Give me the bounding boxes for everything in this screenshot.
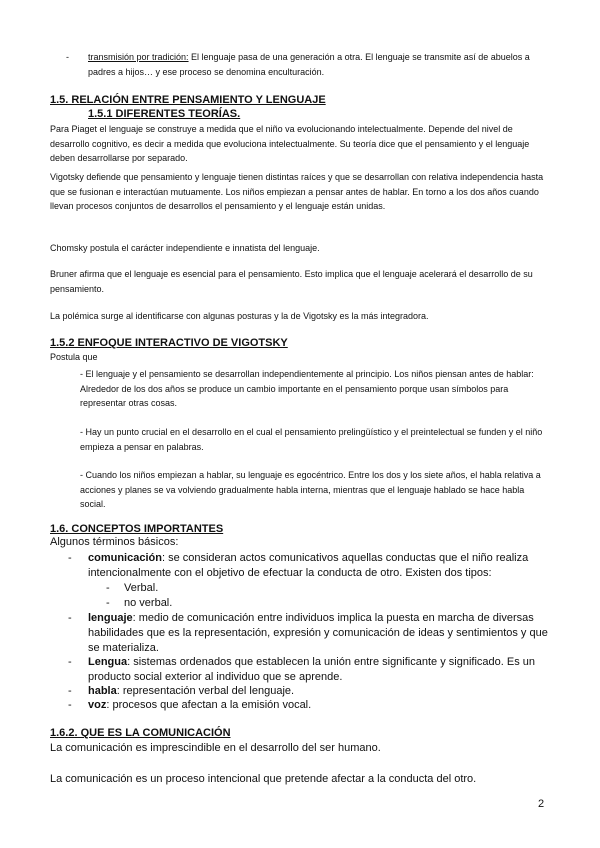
paragraph-comunicacion-2: La comunicación es un proceso intencional que pretende afectar a la conducta del otro. (50, 773, 477, 785)
list-dash: - (68, 552, 72, 564)
term-habla (88, 684, 548, 699)
list-dash: - (106, 582, 110, 594)
term-comunicacion (88, 551, 548, 581)
section-1-6-title: 1.6. CONCEPTOS IMPORTANTES (50, 523, 224, 535)
term-text: : representación verbal del lenguaje. (116, 685, 295, 697)
term-text: : sistemas ordenados que establecen la unión entre significante y significado. Es un producto social exterior al individuo que se aprende. (88, 656, 535, 683)
section-1-5-2-lead: Postula que (50, 352, 98, 362)
list-dash: - (68, 685, 72, 697)
paragraph-polemica: La polémica surge al identificarse con algunas posturas y la de Vigotsky es la más integradora. (50, 311, 429, 321)
subtype-verbal: Verbal. (124, 582, 159, 594)
page-number: 2 (538, 798, 545, 810)
term-text: : medio de comunicación entre individuos implica la puesta en marcha de diversas habilidades que es la representación, expresión y comunicación de ideas y sentimientos y que se materializa. (88, 612, 548, 654)
section-1-6-2-title: 1.6.2. QUE ES LA COMUNICACIÓN (50, 727, 231, 739)
paragraph-bruner: Bruner afirma que el lenguaje es esencial para el pensamiento. Esto implica que el lenguaje acelerará el desarrollo de su pensamiento. (50, 269, 533, 294)
paragraph-comunicacion-1: La comunicación es imprescindible en el desarrollo del ser humano. (50, 742, 381, 754)
section-1-5-2-title: 1.5.2 ENFOQUE INTERACTIVO DE VIGOTSKY (50, 337, 288, 349)
section-1-5-title: 1.5. RELACIÓN ENTRE PENSAMIENTO Y LENGUAJE (50, 94, 326, 106)
term-label: comunicación (88, 552, 162, 564)
list-dash: - (68, 656, 72, 668)
term-label: Lengua (88, 656, 128, 668)
intro-term: transmisión por tradición: (88, 52, 189, 62)
term-lengua (88, 655, 548, 685)
intro-text: El lenguaje pasa de una generación a otra. El lenguaje se transmite así de abuelos a padres a hijos… y ese proceso se denomina enculturación. (88, 52, 530, 77)
term-text: : se consideran actos comunicativos aquellas conductas que el niño realiza intencionalmente con el objetivo de efectuar la conducta de otro. Existen dos tipos: (88, 552, 529, 579)
list-dash: - (68, 612, 72, 624)
term-label: habla (88, 685, 117, 697)
vigotsky-point-1: - El lenguaje y el pensamiento se desarrollan independientemente al principio. Los niños piensan antes de hablar: Alrededor de los dos años se produce un cambio importante en el pensamiento porque usan símbolos para representar otras cosas. (80, 369, 534, 408)
vigotsky-point-2: - Hay un punto crucial en el desarrollo en el cual el pensamiento prelingüístico y el preintelectual se funden y el niño empieza a pensar en palabras. (80, 427, 543, 452)
term-label: voz (88, 699, 107, 711)
term-lenguaje (88, 611, 548, 656)
list-dash: - (106, 597, 110, 609)
section-1-5-1-subtitle: 1.5.1 DIFERENTES TEORÍAS. (88, 108, 241, 120)
list-dash: - (66, 52, 69, 62)
intro-item (88, 50, 550, 79)
section-1-6-lead: Algunos términos básicos: (50, 536, 179, 548)
subtype-no-verbal: no verbal. (124, 597, 173, 609)
vigotsky-point-3: - Cuando los niños empiezan a hablar, su lenguaje es egocéntrico. Entre los dos y los siete años, el habla relativa a acciones y planes se va volviendo gradualmente habla interna, mientras que el lenguaje hablado se hace habla social. (80, 470, 541, 509)
term-label: lenguaje (88, 612, 133, 624)
term-voz (88, 698, 548, 713)
paragraph-vigotsky: Vigotsky defiende que pensamiento y lenguaje tienen distintas raíces y que se desarrollan con relativa independencia hasta que se fusionan e interactúan mutuamente. Los niños empiezan a pensar antes de hablar. En torno a los dos años cuando llevan procesos conjuntos de desarrollos el pensamiento y el lenguaje están unidas. (50, 172, 544, 211)
paragraph-chomsky: Chomsky postula el carácter independiente e innatista del lenguaje. (50, 243, 320, 253)
list-dash: - (68, 699, 72, 711)
term-text: : procesos que afectan a la emisión vocal. (106, 699, 312, 711)
paragraph-piaget: Para Piaget el lenguaje se construye a medida que el niño va evolucionando intelectualmente. Depende del nivel de desarrollo cognitivo, es decir a medida que evoluciona intelectualmente. Su teoría dice que el pensamiento y el lenguaje deben desarrollarse por separado. (50, 124, 530, 163)
